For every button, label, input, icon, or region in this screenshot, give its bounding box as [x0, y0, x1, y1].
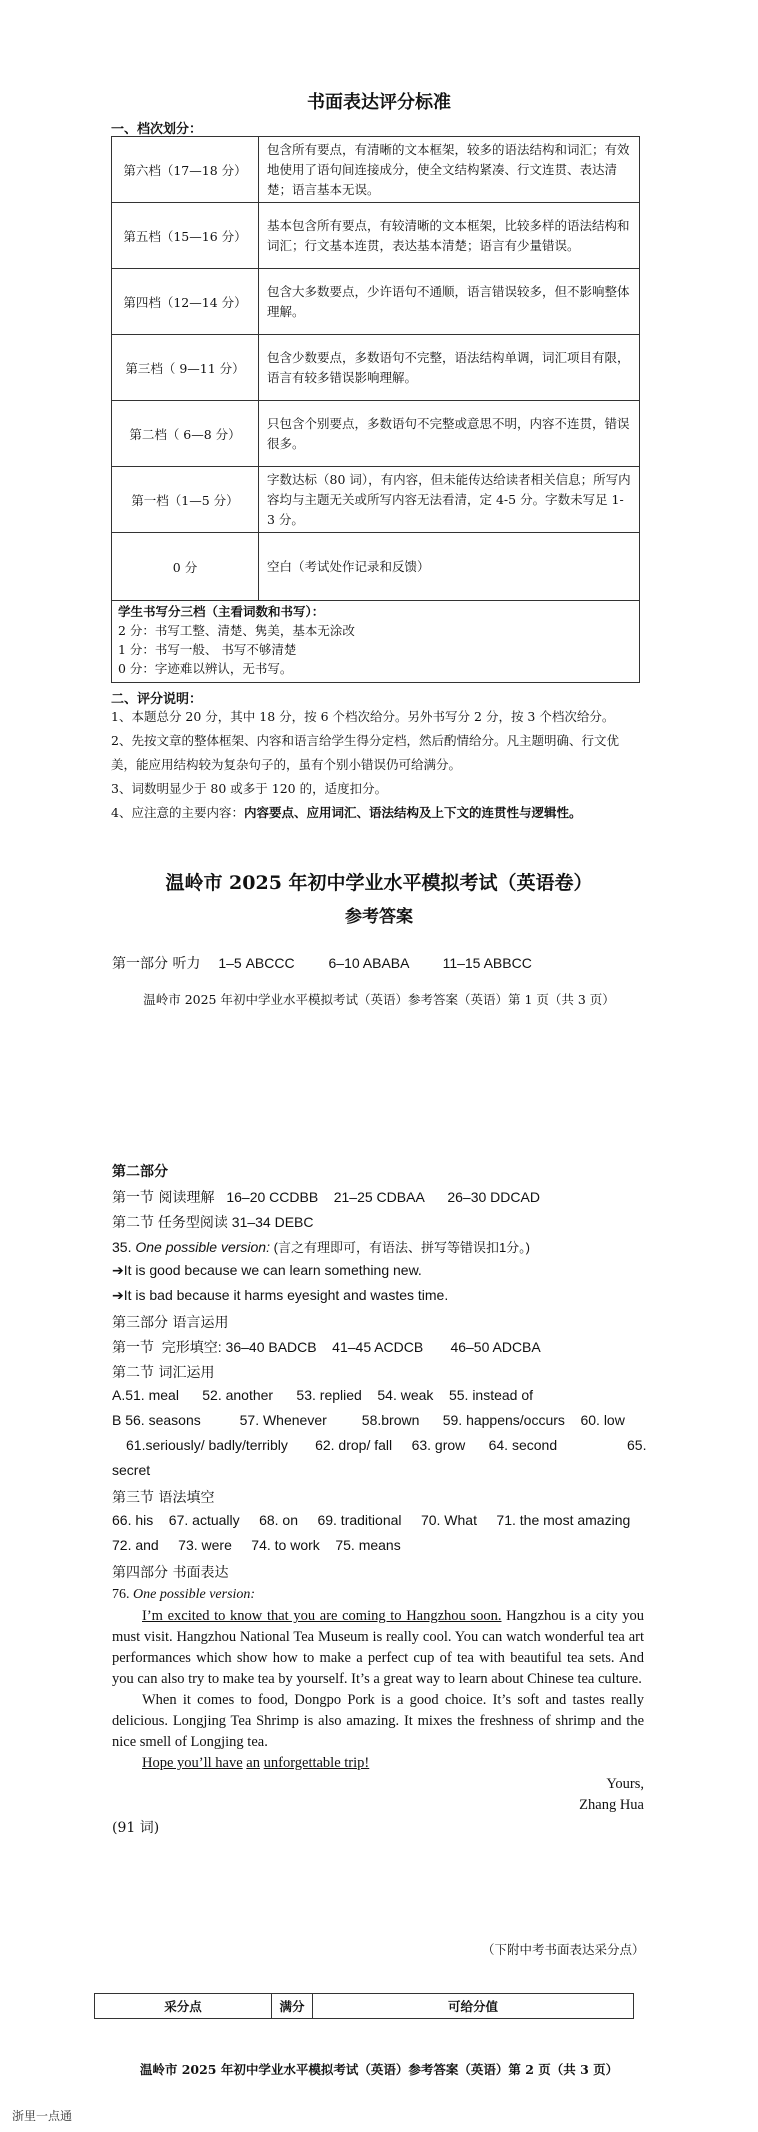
handwriting-title: 学生书写分三档（主看词数和书写）： [118, 604, 325, 619]
q35-number: 35. [112, 1239, 136, 1255]
essay-underlined: unforgettable trip! [263, 1755, 370, 1771]
rubric-title: 书面表达评分标准 [307, 92, 451, 113]
part1-label: 第一部分 听力 [112, 956, 201, 972]
note4-bold: 内容要点、应用词汇、语法结构及上下文的连贯性与逻辑性。 [243, 805, 582, 820]
part1-answer: 6–10 ABABA [328, 955, 409, 971]
vocab-row-c: 61.seriously/ badly/terribly 62. drop/ fall 63. grow 64. second [126, 1437, 558, 1453]
vocab-row-b: B 56. seasons 57. Whenever 58.brown 59. happens/occurs 60. low [112, 1412, 625, 1428]
grammar-row-2: 72. and 73. were 74. to work 75. means [112, 1537, 401, 1553]
vocab-row-a: A.51. meal 52. another 53. replied 54. weak 55. instead of [112, 1387, 534, 1403]
word-count: (91 词) [112, 1820, 160, 1836]
grade-desc: 包含少数要点，多数语句不完整，语法结构单调，词汇项目有限，语言有较多错误影响理解。 [259, 335, 640, 401]
note-line: 美，能应用结构较为复杂句子的，虽有个别小错误仍可给满分。 [111, 757, 462, 772]
part3-heading: 第三部分 语言运用 [112, 1315, 229, 1331]
score-header: 满分 [272, 1994, 313, 2019]
reading-label: 第一节 阅读理解 [112, 1190, 215, 1206]
q35-note: (言之有理即可，有语法、拼写等错误扣1分。) [270, 1240, 531, 1255]
handwriting-line: 0 分：字迹难以辨认，无书写。 [118, 661, 293, 676]
grade-desc: 只包含个别要点，多数语句不完整或意思不明，内容不连贯，错误很多。 [259, 401, 640, 467]
q76-italic: One possible version: [133, 1587, 256, 1602]
grade-desc: 包含大多数要点，少许语句不通顺，语言错误较多，但不影响整体理解。 [259, 269, 640, 335]
grade-row [112, 203, 640, 269]
essay-underlined: an [246, 1755, 260, 1771]
grade-table [111, 136, 640, 601]
section-heading-notes: 二、评分说明： [111, 692, 203, 707]
exam-subtitle: 参考答案 [345, 907, 413, 927]
vocab-heading: 第二节 词汇运用 [112, 1365, 215, 1381]
q76-row [112, 1587, 255, 1603]
part1-row [112, 953, 532, 973]
essay-signature: Zhang Hua [579, 1797, 644, 1813]
grade-row [112, 335, 640, 401]
grade-row [112, 401, 640, 467]
grade-desc: 空白（考试处作记录和反馈） [259, 533, 640, 601]
essay-paragraph [112, 1753, 644, 1774]
essay-paragraph [112, 1606, 644, 1690]
cloze-row: 第一节 完形填空: 36–40 BADCB 41–45 ACDCB 46–50 ADCBA [112, 1339, 541, 1355]
grade-level: 第二档（ 6—8 分） [112, 401, 259, 467]
part2-heading: 第二部分 [112, 1164, 168, 1180]
essay-underlined: I’m excited to know that you are coming to Hangzhou soon. [142, 1608, 502, 1624]
note-line [111, 801, 651, 825]
grade-level: 第四档（12—14 分） [112, 269, 259, 335]
grade-row [112, 533, 640, 601]
q76-number: 76. [112, 1587, 133, 1602]
part1-answer: 1–5 ABCCC [218, 955, 295, 971]
grade-level: 第三档（ 9—11 分） [112, 335, 259, 401]
q35-italic: One possible version: [135, 1239, 270, 1255]
essay-text: Hangzhou is a city you must visit. Hangzhou National Tea Museum is really cool. You can watch wonderful tea art performances which show how to make a perfect cup of tea with beautiful tea sets. And you can also try to make tea by yourself. It’s a great way to learn about Chinese tea culture. [112, 1608, 644, 1687]
grammar-heading: 第三节 语法填空 [112, 1490, 215, 1506]
score-header: 采分点 [95, 1994, 272, 2019]
appendix-note: （下附中考书面表达采分点） [482, 1942, 645, 1957]
grade-desc: 包含所有要点，有清晰的文本框架，较多的语法结构和词汇；有效地使用了语句间连接成分，使全文结构紧凑、行文连贯、表达清楚；语言基本无误。 [259, 137, 640, 203]
task-reading-row: 第二节 任务型阅读 31–34 DEBC [112, 1214, 314, 1230]
watermark: 浙里一点通 [12, 2109, 73, 2123]
score-table [94, 1993, 634, 2019]
page-footer-1: 温岭市 2025 年初中学业水平模拟考试（英语）参考答案（英语）第 1 页（共 3 页） [143, 992, 615, 1007]
grade-desc: 字数达标（80 词），有内容，但未能传达给读者相关信息；所写内容均与主题无关或所写内容无法看清，定 4-5 分。字数未写足 1-3 分。 [259, 467, 640, 533]
grade-level: 0 分 [112, 533, 259, 601]
vocab-row-c-number: 65. [627, 1437, 647, 1453]
grade-level: 第六档（17—18 分） [112, 137, 259, 203]
section-heading-levels: 一、档次划分： [111, 122, 203, 137]
part1-answer: 11–15 ABBCC [442, 955, 532, 971]
q35-answer: ➔It is bad because it harms eyesight and wastes time. [112, 1287, 449, 1303]
note-line: 1、本题总分 20 分，其中 18 分，按 6 个档次给分。另外书写分 2 分，按 3 个档次给分。 [111, 709, 615, 724]
note-line: 3、词数明显少于 80 或多于 120 的，适度扣分。 [111, 781, 388, 796]
essay [112, 1606, 644, 1816]
grade-desc: 基本包含所有要点，有较清晰的文本框架，比较多样的语法结构和词汇；行文基本连贯，表达基本清楚；语言有少量错误。 [259, 203, 640, 269]
handwriting-line: 1 分：书写一般、 书写不够清楚 [118, 642, 297, 657]
essay-underlined: Hope you’ll have [142, 1755, 243, 1771]
grade-level: 第五档（15—16 分） [112, 203, 259, 269]
score-header: 可给分值 [313, 1994, 634, 2019]
essay-paragraph: When it comes to food, Dongpo Pork is a good choice. It’s soft and tastes really delicious. Longjing Tea Shrimp is also amazing. It mixes the freshness of shrimp and the nice smell of Longjing tea. [112, 1692, 644, 1750]
notes-list [111, 705, 651, 825]
vocab-row-d: secret [112, 1462, 151, 1478]
grade-row [112, 467, 640, 533]
part4-heading: 第四部分 书面表达 [112, 1565, 229, 1581]
grade-row [112, 137, 640, 203]
note-line: 2、先按文章的整体框架、内容和语言给学生得分定档，然后酌情给分。凡主题明确、行文优 [111, 733, 619, 748]
essay-closing: Yours, [606, 1776, 644, 1792]
reading-answers: 16–20 CCDBB 21–25 CDBAA 26–30 DDCAD [226, 1189, 540, 1205]
exam-title: 温岭市 2025 年初中学业水平模拟考试（英语卷） [165, 872, 593, 894]
q35-answer: ➔It is good because we can learn something new. [112, 1262, 422, 1278]
grade-level: 第一档（1—5 分） [112, 467, 259, 533]
page-footer-2: 温岭市 2025 年初中学业水平模拟考试（英语）参考答案（英语）第 2 页（共 3 页） [139, 2062, 619, 2077]
handwriting-line: 2 分：书写工整、清楚、隽美，基本无涂改 [118, 623, 355, 638]
note4-prefix: 4、应注意的主要内容： [111, 805, 244, 820]
grammar-row-1: 66. his 67. actually 68. on 69. traditional 70. What 71. the most amazing [112, 1512, 631, 1528]
q35-row [112, 1237, 530, 1256]
reading-row [112, 1187, 540, 1207]
grade-row [112, 269, 640, 335]
handwriting-box [111, 598, 640, 683]
